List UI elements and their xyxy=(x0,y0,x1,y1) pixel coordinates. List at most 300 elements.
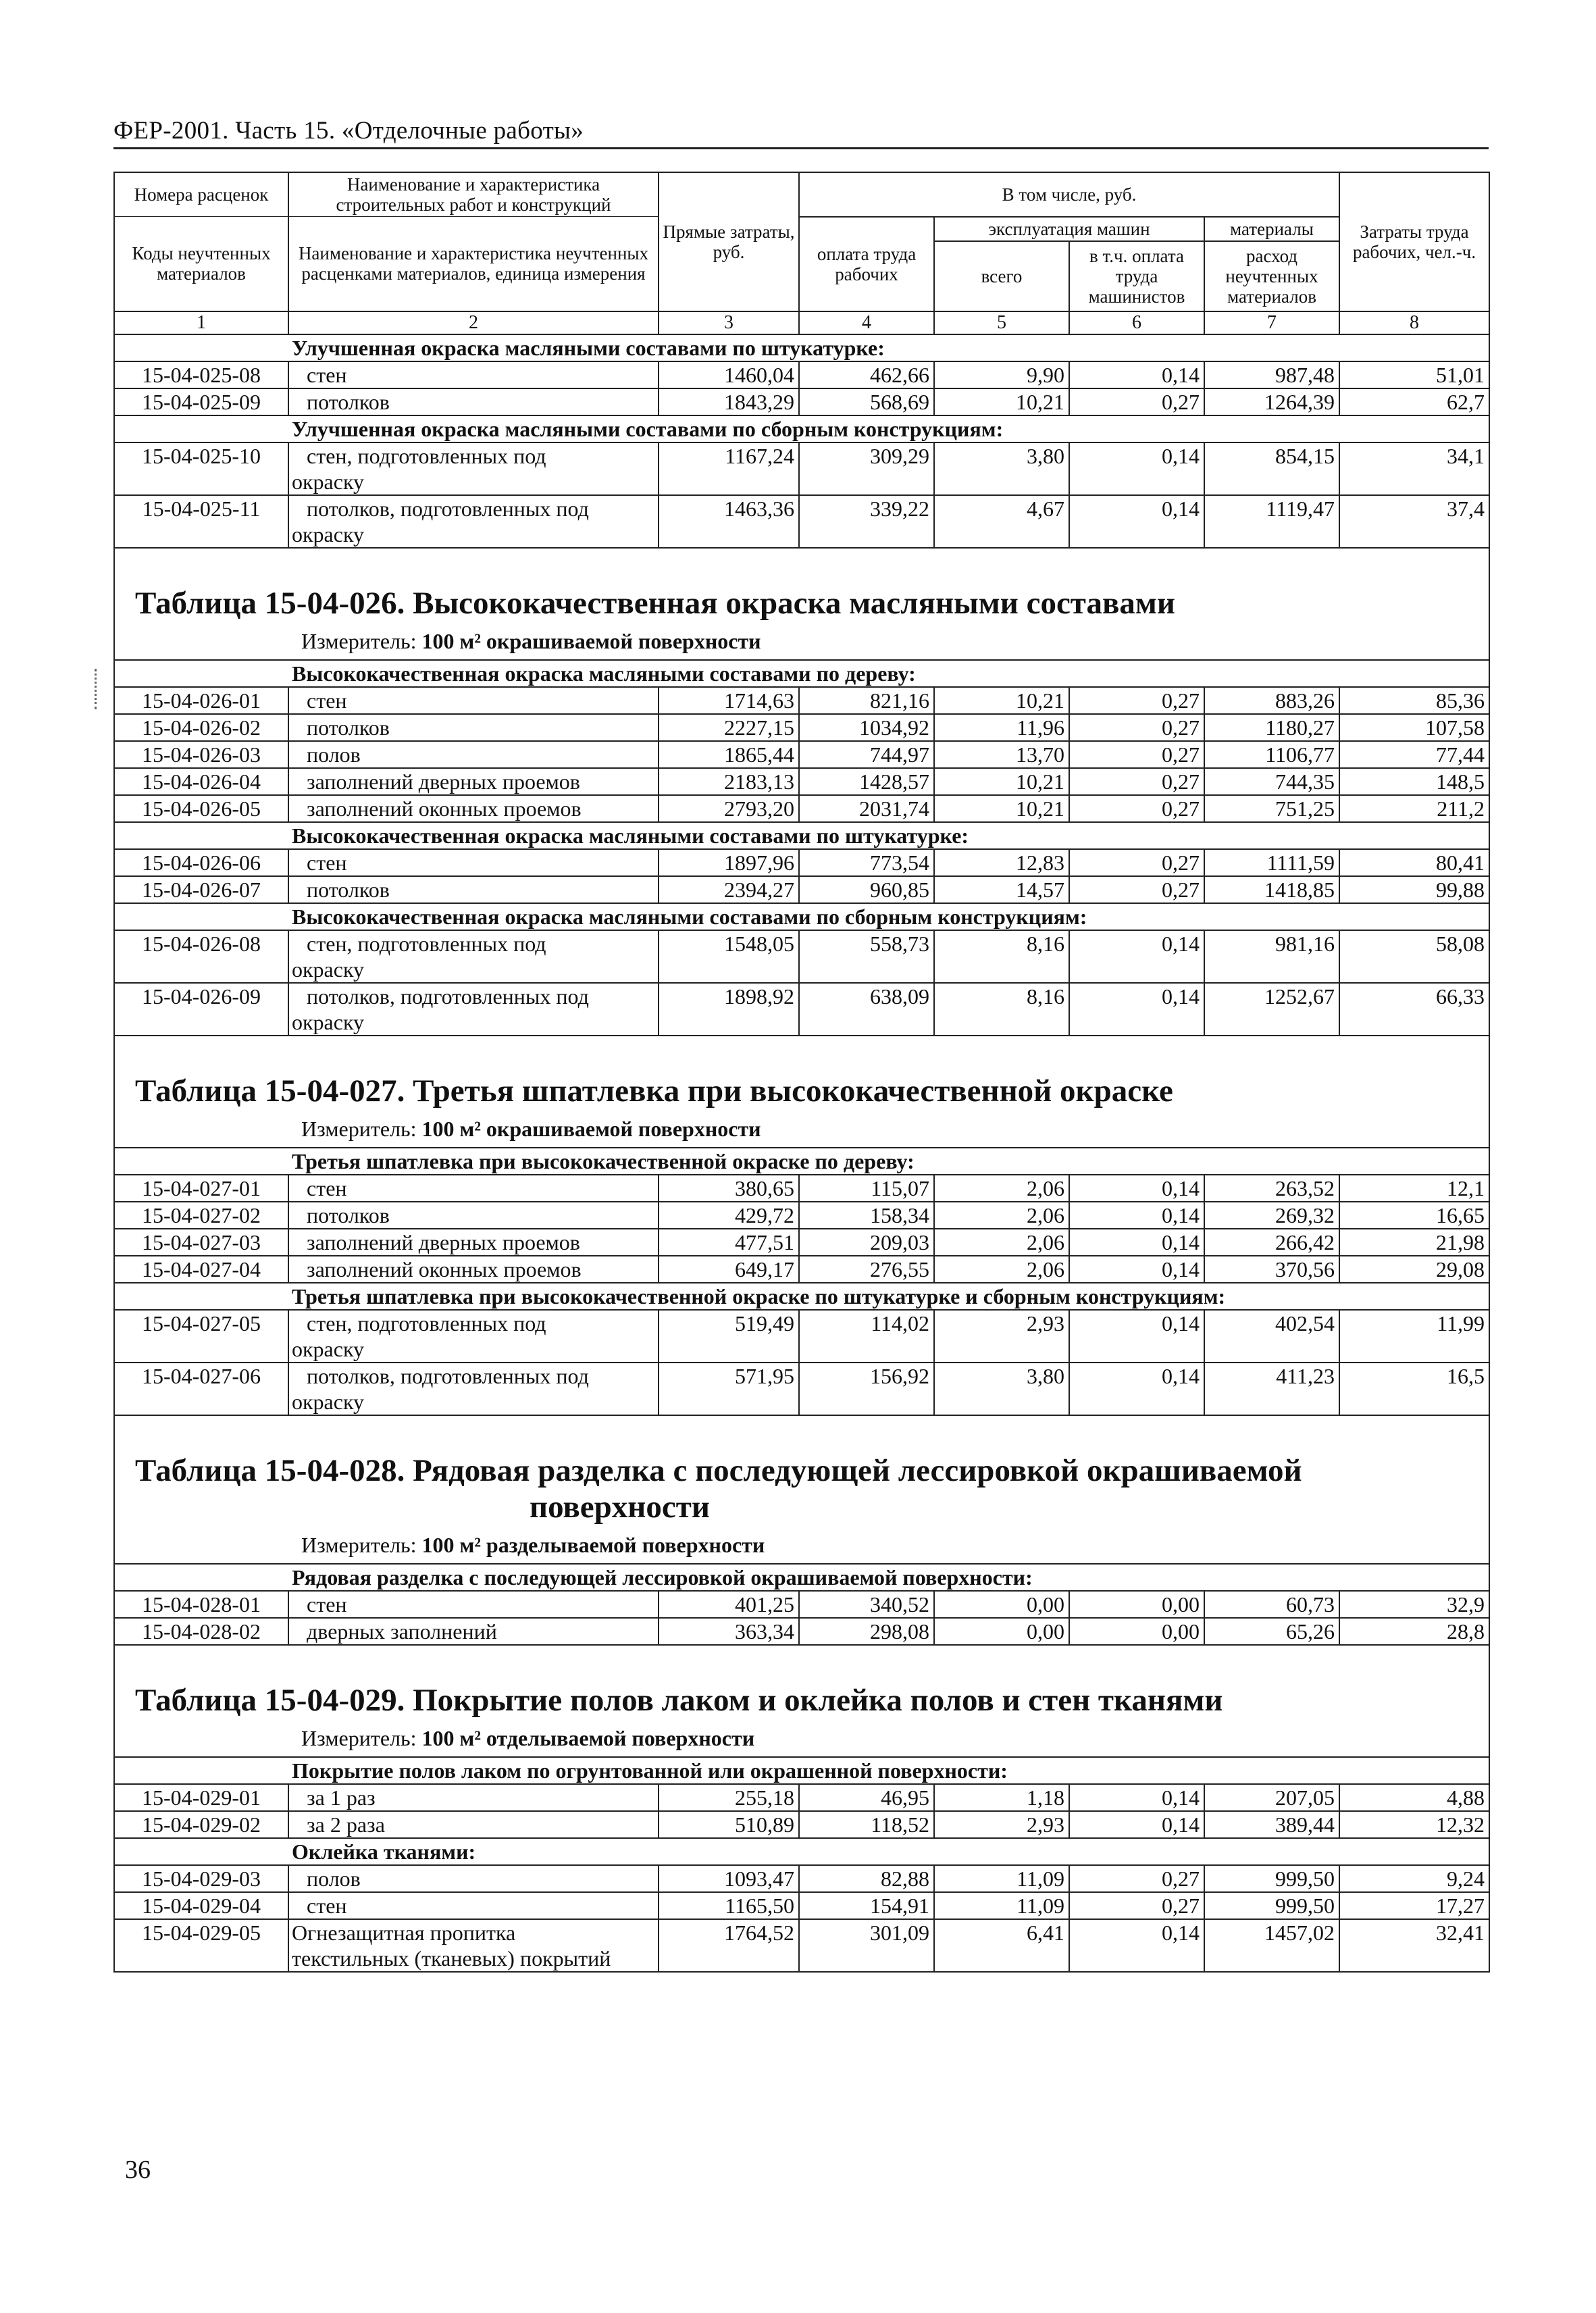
rate-code: 15-04-027-06 xyxy=(114,1363,288,1415)
labor-hours-value: 211,2 xyxy=(1339,795,1489,822)
materials-use-value: 883,26 xyxy=(1204,687,1339,714)
rate-code: 15-04-029-03 xyxy=(114,1865,288,1892)
machines-total-value: 0,00 xyxy=(934,1591,1069,1618)
worker-pay-value: 558,73 xyxy=(799,930,934,983)
labor-hours-value: 62,7 xyxy=(1339,388,1489,415)
labor-hours-value: 58,08 xyxy=(1339,930,1489,983)
work-name: потолков xyxy=(288,1202,659,1229)
table-unit xyxy=(119,1528,1485,1563)
table-gap xyxy=(114,1645,1489,1673)
column-number: 5 xyxy=(934,311,1069,334)
col-header-direct-cost: Прямые затраты, руб. xyxy=(659,172,799,311)
machines-total-value: 2,93 xyxy=(934,1310,1069,1363)
rate-code: 15-04-027-05 xyxy=(114,1310,288,1363)
machines-total-value: 14,57 xyxy=(934,876,1069,903)
machinists-pay-value: 0,14 xyxy=(1069,1256,1204,1283)
materials-use-value: 370,56 xyxy=(1204,1256,1339,1283)
materials-use-value: 751,25 xyxy=(1204,795,1339,822)
materials-use-value: 207,05 xyxy=(1204,1784,1339,1811)
table-row xyxy=(114,849,1489,876)
materials-use-value: 266,42 xyxy=(1204,1229,1339,1256)
section-heading-row xyxy=(114,1564,1489,1591)
materials-use-value: 999,50 xyxy=(1204,1892,1339,1919)
section-heading: Рядовая разделка с последующей лессировкой окрашиваемой поверхности: xyxy=(114,1564,1489,1591)
labor-hours-value: 99,88 xyxy=(1339,876,1489,903)
worker-pay-value: 298,08 xyxy=(799,1618,934,1645)
machines-total-value: 2,06 xyxy=(934,1256,1069,1283)
col-header-codes: Номера расценок xyxy=(114,172,288,217)
machinists-pay-value: 0,27 xyxy=(1069,1865,1204,1892)
table-row xyxy=(114,741,1489,768)
unit-value: 100 м² отделываемой поверхности xyxy=(421,1725,755,1750)
machines-total-value: 2,06 xyxy=(934,1202,1069,1229)
column-number: 7 xyxy=(1204,311,1339,334)
materials-use-value: 65,26 xyxy=(1204,1618,1339,1645)
table-row xyxy=(114,361,1489,388)
work-name-line2: окраску xyxy=(292,1389,365,1414)
rates-table xyxy=(113,172,1490,1973)
worker-pay-value: 118,52 xyxy=(799,1811,934,1838)
rate-code: 15-04-026-01 xyxy=(114,687,288,714)
section-heading: Высококачественная окраска масляными составами по дереву: xyxy=(114,660,1489,687)
machinists-pay-value: 0,27 xyxy=(1069,849,1204,876)
column-number: 3 xyxy=(659,311,799,334)
table-body xyxy=(114,172,1489,1972)
machinists-pay-value: 0,27 xyxy=(1069,768,1204,795)
rate-code: 15-04-027-01 xyxy=(114,1175,288,1202)
worker-pay-value: 638,09 xyxy=(799,983,934,1036)
table-row xyxy=(114,687,1489,714)
labor-hours-value: 28,8 xyxy=(1339,1618,1489,1645)
direct-cost-value: 1167,24 xyxy=(659,442,799,495)
machinists-pay-value: 0,27 xyxy=(1069,714,1204,741)
machines-total-value: 2,06 xyxy=(934,1175,1069,1202)
table-title xyxy=(119,1673,1485,1721)
machinists-pay-value: 0,27 xyxy=(1069,741,1204,768)
machines-total-value: 1,18 xyxy=(934,1784,1069,1811)
unit-label: Измеритель: xyxy=(301,1116,417,1141)
materials-use-value: 1111,59 xyxy=(1204,849,1339,876)
direct-cost-value: 477,51 xyxy=(659,1229,799,1256)
page-header-title: ФЕР-2001. Часть 15. «Отделочные работы» xyxy=(113,117,584,145)
section-heading-row xyxy=(114,1148,1489,1175)
rate-code: 15-04-029-04 xyxy=(114,1892,288,1919)
labor-hours-value: 148,5 xyxy=(1339,768,1489,795)
table-row xyxy=(114,714,1489,741)
direct-cost-value: 1898,92 xyxy=(659,983,799,1036)
machinists-pay-value: 0,14 xyxy=(1069,1202,1204,1229)
labor-hours-value: 21,98 xyxy=(1339,1229,1489,1256)
table-row xyxy=(114,1229,1489,1256)
direct-cost-value: 380,65 xyxy=(659,1175,799,1202)
table-row xyxy=(114,1865,1489,1892)
table-row xyxy=(114,1919,1489,1972)
table-title-row xyxy=(114,1443,1489,1564)
work-name xyxy=(288,495,659,548)
worker-pay-value: 339,22 xyxy=(799,495,934,548)
table-row xyxy=(114,1784,1489,1811)
rate-code: 15-04-026-05 xyxy=(114,795,288,822)
table-title-text: Таблица 15-04-027. Третья шпатлевка при высококачественной окраске xyxy=(135,1073,1173,1109)
section-heading-row xyxy=(114,415,1489,442)
labor-hours-value: 16,5 xyxy=(1339,1363,1489,1415)
worker-pay-value: 115,07 xyxy=(799,1175,934,1202)
worker-pay-value: 744,97 xyxy=(799,741,934,768)
machinists-pay-value: 0,14 xyxy=(1069,1363,1204,1415)
work-name: заполнений оконных проемов xyxy=(288,795,659,822)
worker-pay-value: 462,66 xyxy=(799,361,934,388)
work-name-line2: текстильных (тканевых) покрытий xyxy=(292,1946,611,1971)
rate-code: 15-04-028-01 xyxy=(114,1591,288,1618)
work-name-line1: потолков, подготовленных под xyxy=(307,496,589,521)
work-name: стен xyxy=(288,1591,659,1618)
labor-hours-value: 12,32 xyxy=(1339,1811,1489,1838)
work-name xyxy=(288,983,659,1036)
table-header-row-1 xyxy=(114,172,1489,217)
table-row xyxy=(114,930,1489,983)
labor-hours-value: 34,1 xyxy=(1339,442,1489,495)
work-name-line2: окраску xyxy=(292,469,365,494)
table-row xyxy=(114,1811,1489,1838)
table-row xyxy=(114,1618,1489,1645)
machinists-pay-value: 0,14 xyxy=(1069,442,1204,495)
direct-cost-value: 1165,50 xyxy=(659,1892,799,1919)
table-title-row xyxy=(114,1063,1489,1148)
worker-pay-value: 1428,57 xyxy=(799,768,934,795)
direct-cost-value: 2793,20 xyxy=(659,795,799,822)
header-divider xyxy=(113,147,1489,149)
rate-code: 15-04-029-05 xyxy=(114,1919,288,1972)
table-title-row xyxy=(114,1673,1489,1757)
direct-cost-value: 1843,29 xyxy=(659,388,799,415)
col-header-including: В том числе, руб. xyxy=(799,172,1339,217)
work-name: полов xyxy=(288,741,659,768)
table-row xyxy=(114,983,1489,1036)
unit-value: 100 м² окрашиваемой поверхности xyxy=(421,628,761,653)
column-number: 2 xyxy=(288,311,659,334)
rate-code: 15-04-025-11 xyxy=(114,495,288,548)
unit-label: Измеритель: xyxy=(301,1725,417,1750)
machines-total-value: 0,00 xyxy=(934,1618,1069,1645)
work-name: потолков xyxy=(288,876,659,903)
section-heading: Третья шпатлевка при высококачественной окраске по дереву: xyxy=(114,1148,1489,1175)
col-header-labor: Затраты труда рабочих, чел.-ч. xyxy=(1339,172,1489,311)
machinists-pay-value: 0,14 xyxy=(1069,930,1204,983)
margin-mark xyxy=(95,669,99,709)
table-title-text: Таблица 15-04-026. Высококачественная окраска масляными составами xyxy=(135,585,1175,621)
table-gap xyxy=(114,1036,1489,1063)
labor-hours-value: 80,41 xyxy=(1339,849,1489,876)
section-heading-row xyxy=(114,822,1489,849)
labor-hours-value: 107,58 xyxy=(1339,714,1489,741)
machines-total-value: 9,90 xyxy=(934,361,1069,388)
section-heading: Улучшенная окраска масляными составами по сборным конструкциям: xyxy=(114,415,1489,442)
materials-use-value: 1252,67 xyxy=(1204,983,1339,1036)
unit-label: Измеритель: xyxy=(301,628,417,653)
table-title-text: Таблица 15-04-028. Рядовая разделка с последующей лессировкой окрашиваемой xyxy=(135,1452,1302,1488)
rate-code: 15-04-026-08 xyxy=(114,930,288,983)
machinists-pay-value: 0,27 xyxy=(1069,687,1204,714)
machinists-pay-value: 0,00 xyxy=(1069,1591,1204,1618)
machinists-pay-value: 0,27 xyxy=(1069,795,1204,822)
rate-code: 15-04-026-06 xyxy=(114,849,288,876)
direct-cost-value: 2183,13 xyxy=(659,768,799,795)
worker-pay-value: 1034,92 xyxy=(799,714,934,741)
table-gap xyxy=(114,548,1489,576)
machinists-pay-value: 0,27 xyxy=(1069,876,1204,903)
labor-hours-value: 66,33 xyxy=(1339,983,1489,1036)
direct-cost-value: 2227,15 xyxy=(659,714,799,741)
rate-code: 15-04-026-09 xyxy=(114,983,288,1036)
table-title xyxy=(119,1443,1485,1528)
rate-code: 15-04-027-04 xyxy=(114,1256,288,1283)
direct-cost-value: 649,17 xyxy=(659,1256,799,1283)
worker-pay-value: 773,54 xyxy=(799,849,934,876)
col-header-machines: эксплуатация машин xyxy=(934,217,1204,241)
col-header-machines-pay: в т.ч. оплата труда машинистов xyxy=(1069,241,1204,311)
direct-cost-value: 2394,27 xyxy=(659,876,799,903)
rate-code: 15-04-025-09 xyxy=(114,388,288,415)
table-unit xyxy=(119,1721,1485,1756)
work-name: за 1 раз xyxy=(288,1784,659,1811)
direct-cost-value: 1714,63 xyxy=(659,687,799,714)
col-header-worker-pay: оплата труда рабочих xyxy=(799,217,934,311)
worker-pay-value: 821,16 xyxy=(799,687,934,714)
machinists-pay-value: 0,27 xyxy=(1069,388,1204,415)
direct-cost-value: 429,72 xyxy=(659,1202,799,1229)
work-name-line2: окраску xyxy=(292,1009,365,1034)
column-number: 1 xyxy=(114,311,288,334)
worker-pay-value: 568,69 xyxy=(799,388,934,415)
direct-cost-value: 1865,44 xyxy=(659,741,799,768)
worker-pay-value: 158,34 xyxy=(799,1202,934,1229)
machinists-pay-value: 0,14 xyxy=(1069,1229,1204,1256)
labor-hours-value: 11,99 xyxy=(1339,1310,1489,1363)
machines-total-value: 13,70 xyxy=(934,741,1069,768)
section-heading-row xyxy=(114,1283,1489,1310)
worker-pay-value: 156,92 xyxy=(799,1363,934,1415)
work-name-line2: окраску xyxy=(292,957,365,982)
direct-cost-value: 1764,52 xyxy=(659,1919,799,1972)
direct-cost-value: 255,18 xyxy=(659,1784,799,1811)
work-name-line1: потолков, подготовленных под xyxy=(307,984,589,1009)
materials-use-value: 744,35 xyxy=(1204,768,1339,795)
machines-total-value: 11,96 xyxy=(934,714,1069,741)
labor-hours-value: 32,41 xyxy=(1339,1919,1489,1972)
labor-hours-value: 51,01 xyxy=(1339,361,1489,388)
machines-total-value: 6,41 xyxy=(934,1919,1069,1972)
labor-hours-value: 32,9 xyxy=(1339,1591,1489,1618)
labor-hours-value: 85,36 xyxy=(1339,687,1489,714)
unit-label: Измеритель: xyxy=(301,1532,417,1557)
table-row xyxy=(114,1175,1489,1202)
work-name: дверных заполнений xyxy=(288,1618,659,1645)
materials-use-value: 854,15 xyxy=(1204,442,1339,495)
labor-hours-value: 77,44 xyxy=(1339,741,1489,768)
machinists-pay-value: 0,14 xyxy=(1069,1784,1204,1811)
column-number-row xyxy=(114,311,1489,334)
worker-pay-value: 276,55 xyxy=(799,1256,934,1283)
machinists-pay-value: 0,14 xyxy=(1069,361,1204,388)
labor-hours-value: 9,24 xyxy=(1339,1865,1489,1892)
rate-code: 15-04-028-02 xyxy=(114,1618,288,1645)
worker-pay-value: 2031,74 xyxy=(799,795,934,822)
direct-cost-value: 363,34 xyxy=(659,1618,799,1645)
col-header-machines-total: всего xyxy=(934,241,1069,311)
machines-total-value: 11,09 xyxy=(934,1865,1069,1892)
work-name xyxy=(288,1363,659,1415)
labor-hours-value: 29,08 xyxy=(1339,1256,1489,1283)
direct-cost-value: 1548,05 xyxy=(659,930,799,983)
materials-use-value: 1418,85 xyxy=(1204,876,1339,903)
table-unit xyxy=(119,1112,1485,1147)
rate-code: 15-04-025-10 xyxy=(114,442,288,495)
machines-total-value: 2,06 xyxy=(934,1229,1069,1256)
rate-code: 15-04-029-01 xyxy=(114,1784,288,1811)
work-name: заполнений дверных проемов xyxy=(288,1229,659,1256)
work-name-line1: стен, подготовленных под xyxy=(307,1311,546,1336)
materials-use-value: 1106,77 xyxy=(1204,741,1339,768)
work-name: потолков xyxy=(288,388,659,415)
section-heading-row xyxy=(114,1757,1489,1784)
machines-total-value: 8,16 xyxy=(934,983,1069,1036)
direct-cost-value: 1460,04 xyxy=(659,361,799,388)
table-row xyxy=(114,388,1489,415)
direct-cost-value: 1897,96 xyxy=(659,849,799,876)
machines-total-value: 8,16 xyxy=(934,930,1069,983)
work-name: стен xyxy=(288,361,659,388)
machinists-pay-value: 0,14 xyxy=(1069,495,1204,548)
labor-hours-value: 17,27 xyxy=(1339,1892,1489,1919)
table-row xyxy=(114,1202,1489,1229)
col-header-material-name: Наименование и характеристика неучтенных расценками материалов, единица измерения xyxy=(288,217,659,311)
page-number: 36 xyxy=(125,2156,151,2184)
work-name-line1: стен, подготовленных под xyxy=(307,443,546,468)
work-name-line1: Огнезащитная пропитка xyxy=(292,1920,516,1945)
rate-code: 15-04-027-03 xyxy=(114,1229,288,1256)
section-heading-row xyxy=(114,903,1489,930)
rate-code: 15-04-027-02 xyxy=(114,1202,288,1229)
machines-total-value: 4,67 xyxy=(934,495,1069,548)
materials-use-value: 981,16 xyxy=(1204,930,1339,983)
direct-cost-value: 401,25 xyxy=(659,1591,799,1618)
direct-cost-value: 519,49 xyxy=(659,1310,799,1363)
machines-total-value: 2,93 xyxy=(934,1811,1069,1838)
materials-use-value: 1457,02 xyxy=(1204,1919,1339,1972)
table-row xyxy=(114,768,1489,795)
work-name-line2: окраску xyxy=(292,522,365,547)
table-title-continuation: поверхности xyxy=(530,1489,710,1525)
materials-use-value: 402,54 xyxy=(1204,1310,1339,1363)
table-row xyxy=(114,1310,1489,1363)
section-heading: Оклейка тканями: xyxy=(114,1838,1489,1865)
worker-pay-value: 82,88 xyxy=(799,1865,934,1892)
worker-pay-value: 46,95 xyxy=(799,1784,934,1811)
work-name: стен xyxy=(288,849,659,876)
rate-code: 15-04-026-02 xyxy=(114,714,288,741)
machinists-pay-value: 0,14 xyxy=(1069,1919,1204,1972)
work-name xyxy=(288,1919,659,1972)
worker-pay-value: 960,85 xyxy=(799,876,934,903)
table-unit xyxy=(119,624,1485,659)
machines-total-value: 10,21 xyxy=(934,795,1069,822)
table-row xyxy=(114,876,1489,903)
labor-hours-value: 12,1 xyxy=(1339,1175,1489,1202)
column-number: 8 xyxy=(1339,311,1489,334)
machinists-pay-value: 0,14 xyxy=(1069,1175,1204,1202)
direct-cost-value: 1093,47 xyxy=(659,1865,799,1892)
work-name xyxy=(288,930,659,983)
machines-total-value: 3,80 xyxy=(934,442,1069,495)
table-row xyxy=(114,1892,1489,1919)
materials-use-value: 263,52 xyxy=(1204,1175,1339,1202)
section-heading: Высококачественная окраска масляными составами по штукатурке: xyxy=(114,822,1489,849)
work-name: стен xyxy=(288,1892,659,1919)
table-row xyxy=(114,1256,1489,1283)
section-heading: Улучшенная окраска масляными составами по штукатурке: xyxy=(114,334,1489,361)
work-name: заполнений оконных проемов xyxy=(288,1256,659,1283)
materials-use-value: 1264,39 xyxy=(1204,388,1339,415)
work-name: полов xyxy=(288,1865,659,1892)
machinists-pay-value: 0,14 xyxy=(1069,1310,1204,1363)
work-name: заполнений дверных проемов xyxy=(288,768,659,795)
col-header-name: Наименование и характеристика строительных работ и конструкций xyxy=(288,172,659,217)
table-title xyxy=(119,576,1485,624)
worker-pay-value: 114,02 xyxy=(799,1310,934,1363)
table-row xyxy=(114,442,1489,495)
rate-code: 15-04-026-04 xyxy=(114,768,288,795)
section-heading-row xyxy=(114,1838,1489,1865)
section-heading: Покрытие полов лаком по огрунтованной или окрашенной поверхности: xyxy=(114,1757,1489,1784)
direct-cost-value: 510,89 xyxy=(659,1811,799,1838)
materials-use-value: 389,44 xyxy=(1204,1811,1339,1838)
labor-hours-value: 16,65 xyxy=(1339,1202,1489,1229)
column-number: 4 xyxy=(799,311,934,334)
unit-value: 100 м² окрашиваемой поверхности xyxy=(421,1116,761,1141)
machinists-pay-value: 0,14 xyxy=(1069,983,1204,1036)
work-name: стен xyxy=(288,687,659,714)
work-name xyxy=(288,1310,659,1363)
worker-pay-value: 209,03 xyxy=(799,1229,934,1256)
table-row xyxy=(114,495,1489,548)
rate-code: 15-04-025-08 xyxy=(114,361,288,388)
machinists-pay-value: 0,27 xyxy=(1069,1892,1204,1919)
column-number: 6 xyxy=(1069,311,1204,334)
table-title-text: Таблица 15-04-029. Покрытие полов лаком и оклейка полов и стен тканями xyxy=(135,1682,1223,1718)
work-name xyxy=(288,442,659,495)
labor-hours-value: 37,4 xyxy=(1339,495,1489,548)
work-name: потолков xyxy=(288,714,659,741)
table-header-row-2 xyxy=(114,217,1489,241)
rate-code: 15-04-029-02 xyxy=(114,1811,288,1838)
col-header-materials-use: расход неучтенных материалов xyxy=(1204,241,1339,311)
work-name-line2: окраску xyxy=(292,1336,365,1361)
section-heading: Третья шпатлевка при высококачественной окраске по штукатурке и сборным конструкциям: xyxy=(114,1283,1489,1310)
materials-use-value: 60,73 xyxy=(1204,1591,1339,1618)
col-header-material-codes: Коды неучтенных материалов xyxy=(114,217,288,311)
table-row xyxy=(114,1591,1489,1618)
materials-use-value: 1180,27 xyxy=(1204,714,1339,741)
materials-use-value: 1119,47 xyxy=(1204,495,1339,548)
labor-hours-value: 4,88 xyxy=(1339,1784,1489,1811)
table-row xyxy=(114,1363,1489,1415)
machines-total-value: 11,09 xyxy=(934,1892,1069,1919)
materials-use-value: 269,32 xyxy=(1204,1202,1339,1229)
table-title-row xyxy=(114,576,1489,660)
table-title xyxy=(119,1063,1485,1112)
section-heading-row xyxy=(114,660,1489,687)
worker-pay-value: 154,91 xyxy=(799,1892,934,1919)
